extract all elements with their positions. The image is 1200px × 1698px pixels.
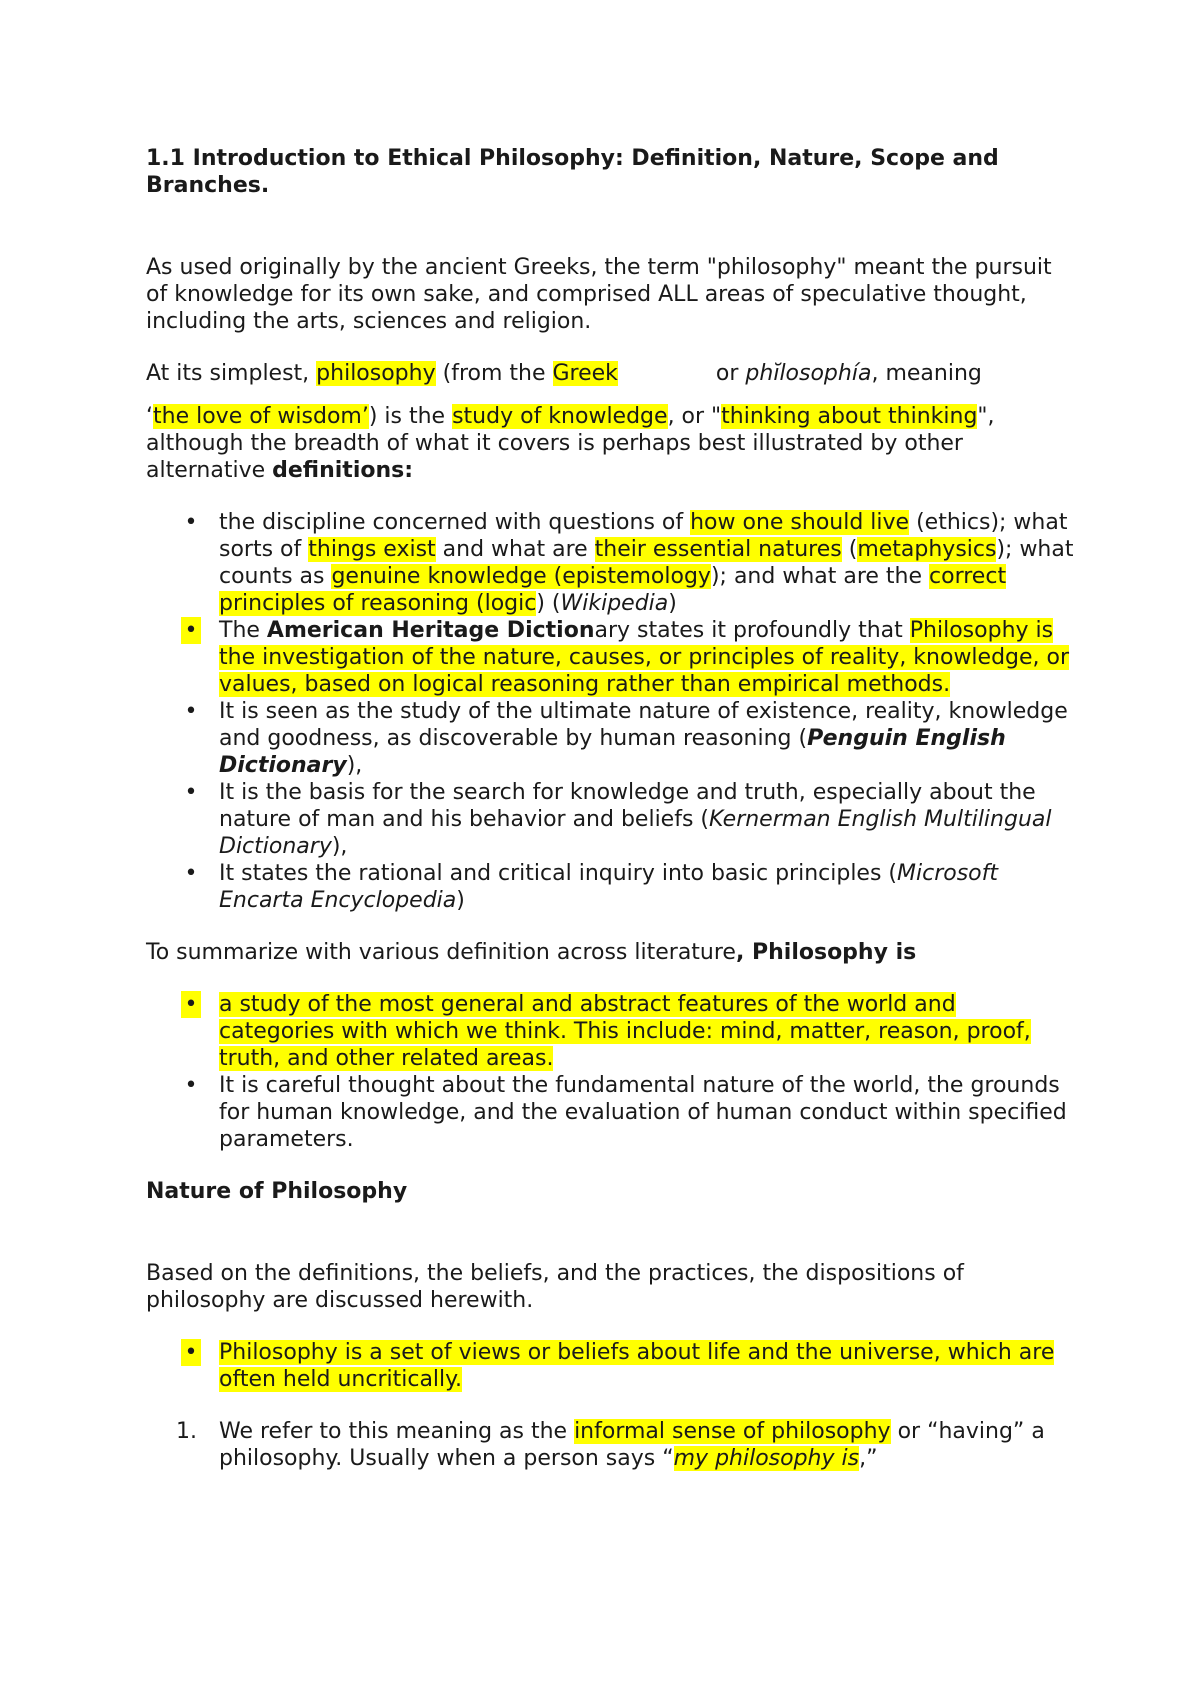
- list-item: • the discipline concerned with questions of how one should live (ethics); what sorts of things exist and what are their essential natures (metaphysics); what counts as genuine knowledge (epistemology); and what are the correct principles of reasoning (logic) (Wikipedia): [146, 509, 1076, 617]
- summary-list: [146, 991, 1076, 1153]
- page-title: 1.1 Introduction to Ethical Philosophy: Definition, Nature, Scope and Branches.: [146, 146, 999, 198]
- definitions-list: [146, 509, 1076, 914]
- numbered-list: [146, 1418, 1076, 1472]
- bullet-icon: •: [184, 1073, 198, 1098]
- bullet-icon: •: [184, 861, 198, 886]
- list-item: • It is the basis for the search for knowledge and truth, especially about the nature of man and his behavior and beliefs (Kernerman English Multilingual Dictionary),: [146, 779, 1076, 860]
- nature-list: [146, 1339, 1076, 1393]
- summary-paragraph: To summarize with various definition across literature, Philosophy is: [146, 940, 917, 965]
- list-item: • It is seen as the study of the ultimate nature of existence, reality, knowledge and goodness, as discoverable by human reasoning (Penguin English Dictionary),: [146, 698, 1076, 779]
- list-item: 1. We refer to this meaning as the informal sense of philosophy or “having” a philosophy. Usually when a person says “my philosophy is,”: [176, 1419, 1045, 1471]
- bullet-icon: •: [184, 780, 198, 805]
- section-heading: Nature of Philosophy: [146, 1179, 408, 1204]
- list-item: • Philosophy is a set of views or beliefs about life and the universe, which are often held uncritically.: [146, 1339, 1076, 1393]
- intro-paragraph: As used originally by the ancient Greeks, the term "philosophy" meant the pursuit of knowledge for its own sake, and comprised ALL areas of speculative thought, including the arts, sciences and religion.: [146, 255, 1052, 334]
- list-item: • It is careful thought about the fundamental nature of the world, the grounds for human knowledge, and the evaluation of human conduct within specified parameters.: [146, 1072, 1076, 1153]
- simplest-line-1: At its simplest, philosophy (from the Greek or phĭlosophía, meaning: [146, 361, 982, 386]
- document-content: [146, 145, 1076, 1497]
- list-item: • The American Heritage Dictionary states it profoundly that Philosophy is the investigation of the nature, causes, or principles of reality, knowledge, or values, based on logical reasoning rather than empirical methods.: [146, 617, 1076, 698]
- list-number: 1.: [176, 1419, 197, 1444]
- bullet-icon: •: [181, 1339, 201, 1366]
- nature-intro-paragraph: Based on the definitions, the beliefs, and the practices, the dispositions of philosophy are discussed herewith.: [146, 1261, 964, 1313]
- simplest-line-2: ‘the love of wisdom’) is the study of knowledge, or "thinking about thinking", although the breadth of what it covers is perhaps best illustrated by other alternative definitions:: [146, 404, 995, 483]
- bullet-icon: •: [181, 617, 201, 644]
- bullet-icon: •: [184, 699, 198, 724]
- bullet-icon: •: [181, 991, 201, 1018]
- list-item: • It states the rational and critical inquiry into basic principles (Microsoft Encarta Encyclopedia): [146, 860, 1076, 914]
- list-item: • a study of the most general and abstract features of the world and categories with which we think. This include: mind, matter, reason, proof, truth, and other related areas.: [146, 991, 1076, 1072]
- bullet-icon: •: [184, 510, 198, 535]
